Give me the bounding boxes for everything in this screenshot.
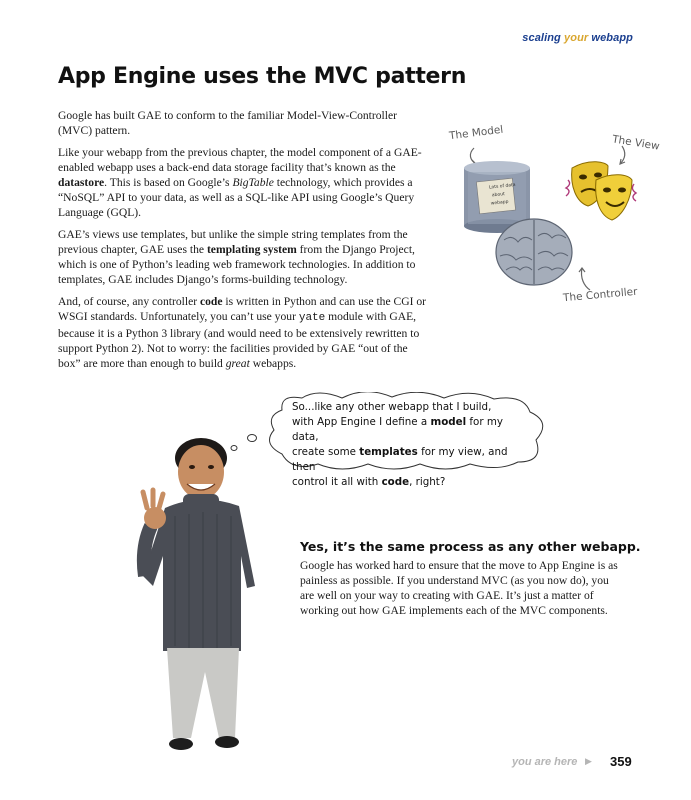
header-your: your bbox=[564, 32, 589, 44]
view-label: The View bbox=[611, 133, 661, 153]
controller-label: The Controller bbox=[562, 285, 638, 305]
code-term: code bbox=[381, 476, 410, 488]
answer-body: Google has worked hard to ensure that the move to App Engine is as painless as possible. If you understand MVC (as you now do), you are well on your way to creating with GAE. It’s just a matter of working out how GAE implements each of the MVC components. bbox=[300, 559, 618, 617]
model-label: The Model bbox=[448, 123, 504, 143]
controller-arrow bbox=[581, 268, 590, 290]
model-term: model bbox=[430, 416, 467, 428]
brain-icon bbox=[496, 219, 572, 285]
thought-text-span: , right? bbox=[409, 476, 446, 488]
paragraph-3 bbox=[58, 227, 430, 287]
p4-text: And, of course, any controller bbox=[58, 295, 200, 308]
theater-masks-icon bbox=[566, 162, 636, 220]
thought-line-3 bbox=[292, 445, 532, 475]
cylinder-text-2: about bbox=[491, 192, 506, 199]
thought-text-span: create some bbox=[292, 446, 360, 458]
person-figure bbox=[143, 438, 255, 750]
p2-text: . This is based on Google’s bbox=[104, 176, 233, 189]
p2-text: technology, which provides a “NoSQL” API to your data, as well as a SQL-like API using Google’s Query Language (GQL). bbox=[58, 176, 415, 219]
templating-term: templating system bbox=[206, 243, 297, 256]
paragraph-4 bbox=[58, 294, 430, 371]
person-illustration bbox=[135, 436, 285, 766]
thought-text bbox=[292, 400, 532, 490]
triangle-right-icon: ▶ bbox=[585, 757, 592, 767]
answer-heading: Yes, it’s the same process as any other webapp. bbox=[300, 539, 641, 554]
mvc-diagram bbox=[440, 140, 650, 310]
yate-term: yate bbox=[298, 312, 326, 324]
thought-text-span: for my data, bbox=[292, 416, 503, 443]
cylinder-text-1: Lots of data bbox=[488, 182, 516, 191]
thought-text-span: control it all with bbox=[292, 476, 382, 488]
header-webapp: webapp bbox=[588, 32, 633, 44]
body-text bbox=[58, 108, 430, 378]
templates-term: templates bbox=[359, 446, 418, 458]
running-header bbox=[522, 32, 633, 44]
great-term: great bbox=[225, 357, 250, 370]
thought-text-span: for my view, and then bbox=[292, 446, 508, 473]
code-term: code bbox=[199, 295, 223, 308]
thought-bubble-tail bbox=[222, 432, 262, 456]
p4-text: module with GAE, because it is a Python 3 library (and would need to be extensively rewritten to support Python 2). Not to worry: the facilities provided by GAE “out of the box” are more than enough to build bbox=[58, 310, 420, 370]
paragraph-2 bbox=[58, 145, 430, 220]
header-scaling: scaling bbox=[522, 32, 565, 44]
thought-text-span: with App Engine I define a bbox=[292, 416, 431, 428]
p3-text: GAE’s views use templates, but unlike the simple string templates from the previous chapter, GAE uses the bbox=[58, 228, 408, 256]
page-number: 359 bbox=[610, 754, 632, 769]
datastore-term: datastore bbox=[58, 176, 105, 189]
cylinder-text-3: webapp bbox=[490, 199, 509, 207]
page-title: App Engine uses the MVC pattern bbox=[58, 64, 467, 89]
you-are-here: you are here bbox=[512, 756, 578, 768]
bigtable-term: BigTable bbox=[232, 176, 274, 189]
p2-text: Like your webapp from the previous chapter, the model component of a GAE-enabled webapp uses a back-end data storage facility that’s known as the bbox=[58, 146, 422, 174]
p4-text: webapps. bbox=[249, 357, 297, 370]
p4-text: is written in Python and can use the CGI or WSGI standards. Unfortunately, you can’t use your bbox=[58, 295, 427, 323]
thought-line-1: So...like any other webapp that I build, bbox=[292, 401, 492, 413]
thought-line-4 bbox=[292, 475, 532, 490]
p3-text: from the Django Project, which is one of Python’s leading web framework technologies. In addition to templates, GAE includes Django’s forms-building technology. bbox=[58, 243, 416, 286]
thought-line-2 bbox=[292, 415, 532, 445]
paragraph-1: Google has built GAE to conform to the familiar Model-View-Controller (MVC) pattern. bbox=[58, 109, 397, 137]
